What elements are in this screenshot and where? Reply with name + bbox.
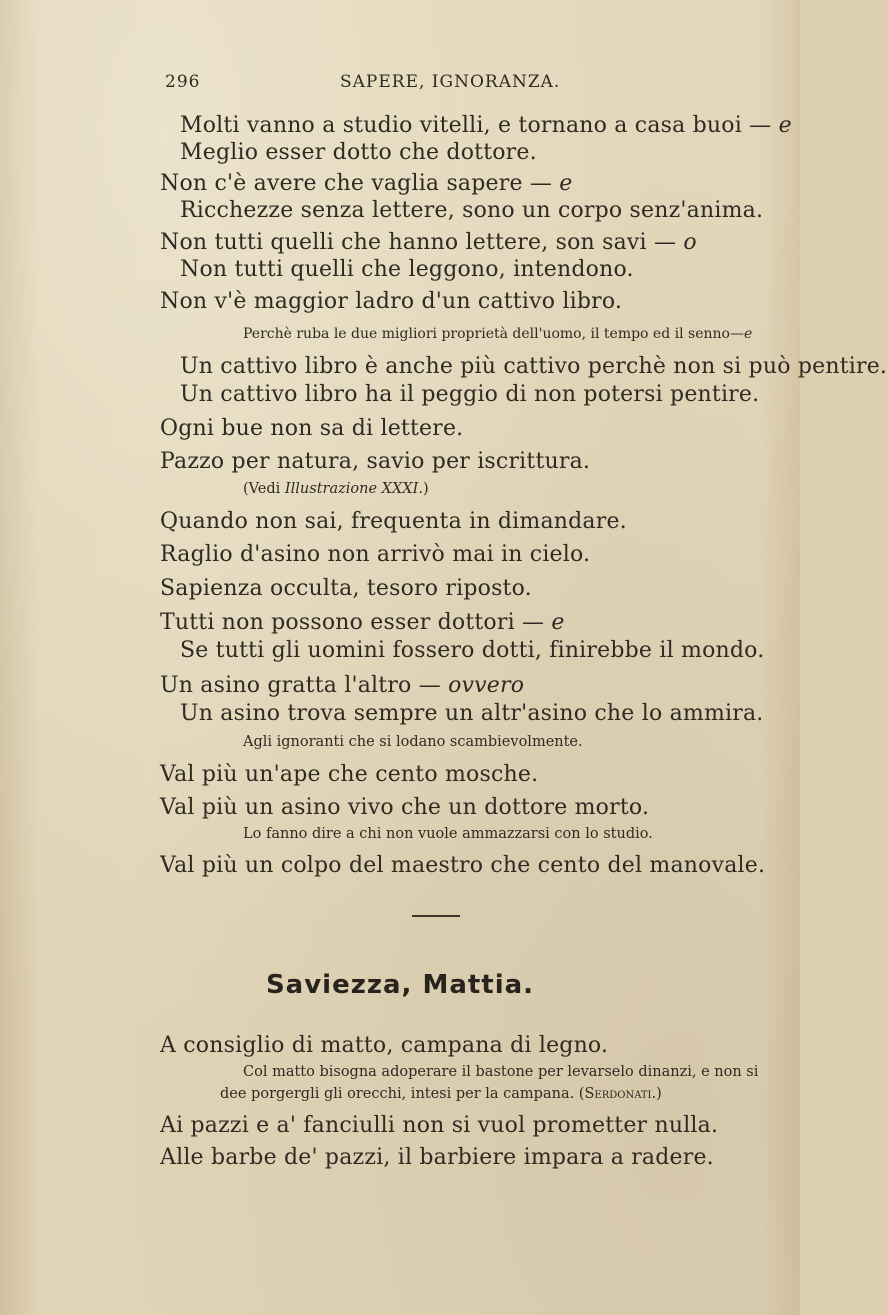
- section-title: Saviezza, Mattia.: [265, 970, 535, 1000]
- proverb-line: Non c'è avere che vaglia sapere — e: [160, 171, 573, 196]
- commentary-line: Agli ignoranti che si lodano scambievolmente.: [243, 734, 583, 750]
- proverb-line: Non tutti quelli che leggono, intendono.: [180, 257, 634, 282]
- proverb-line: Un asino trova sempre un altr'asino che lo ammira.: [180, 701, 764, 726]
- proverb-line: Un cattivo libro è anche più cattivo perchè non si può pentire.: [180, 354, 887, 379]
- author-attribution: Serdonati.: [584, 1086, 657, 1102]
- proverb-line: Sapienza occulta, tesoro riposto.: [160, 576, 532, 601]
- proverb-line: Meglio esser dotto che dottore.: [180, 140, 537, 165]
- illustration-reference: (Vedi Illustrazione XXXI.): [243, 481, 429, 497]
- proverb-line: Ai pazzi e a' fanciulli non si vuol prometter nulla.: [160, 1113, 719, 1138]
- proverb-line: Molti vanno a studio vitelli, e tornano a casa buoi — e: [180, 113, 792, 138]
- running-title: SAPERE, IGNORANZA.: [340, 72, 561, 92]
- commentary-line: Perchè ruba le due migliori proprietà dell'uomo, il tempo ed il senno—e: [243, 326, 753, 342]
- proverb-line: Un cattivo libro ha il peggio di non potersi pentire.: [180, 382, 760, 407]
- proverb-line: Non v'è maggior ladro d'un cattivo libro.: [160, 289, 623, 314]
- proverb-line: Non tutti quelli che hanno lettere, son savi — o: [160, 230, 697, 255]
- commentary-line: Col matto bisogna adoperare il bastone per levarselo dinanzi, e non si: [243, 1064, 759, 1080]
- section-divider: [412, 915, 460, 917]
- commentary-line: Lo fanno dire a chi non vuole ammazzarsi con lo studio.: [243, 826, 653, 842]
- proverb-line: Alle barbe de' pazzi, il barbiere impara a radere.: [160, 1145, 714, 1170]
- proverb-line: Pazzo per natura, savio per iscrittura.: [160, 449, 591, 474]
- commentary-line: dee porgergli gli orecchi, intesi per la campana. (Serdonati.): [220, 1086, 662, 1102]
- proverb-line: Raglio d'asino non arrivò mai in cielo.: [160, 542, 591, 567]
- proverb-line: Se tutti gli uomini fossero dotti, finirebbe il mondo.: [180, 638, 765, 663]
- proverb-line: Ogni bue non sa di lettere.: [160, 416, 464, 441]
- proverb-line: Val più un colpo del maestro che cento del manovale.: [160, 853, 766, 878]
- page-number: 296: [165, 72, 201, 92]
- proverb-line: Tutti non possono esser dottori — e: [160, 610, 565, 635]
- proverb-line: Un asino gratta l'altro — ovvero: [160, 673, 525, 698]
- proverb-line: A consiglio di matto, campana di legno.: [160, 1033, 609, 1058]
- proverb-line: Quando non sai, frequenta in dimandare.: [160, 509, 627, 534]
- proverb-line: Val più un asino vivo che un dottore morto.: [160, 795, 650, 820]
- proverb-line: Ricchezze senza lettere, sono un corpo senz'anima.: [180, 198, 764, 223]
- proverb-line: Val più un'ape che cento mosche.: [160, 762, 539, 787]
